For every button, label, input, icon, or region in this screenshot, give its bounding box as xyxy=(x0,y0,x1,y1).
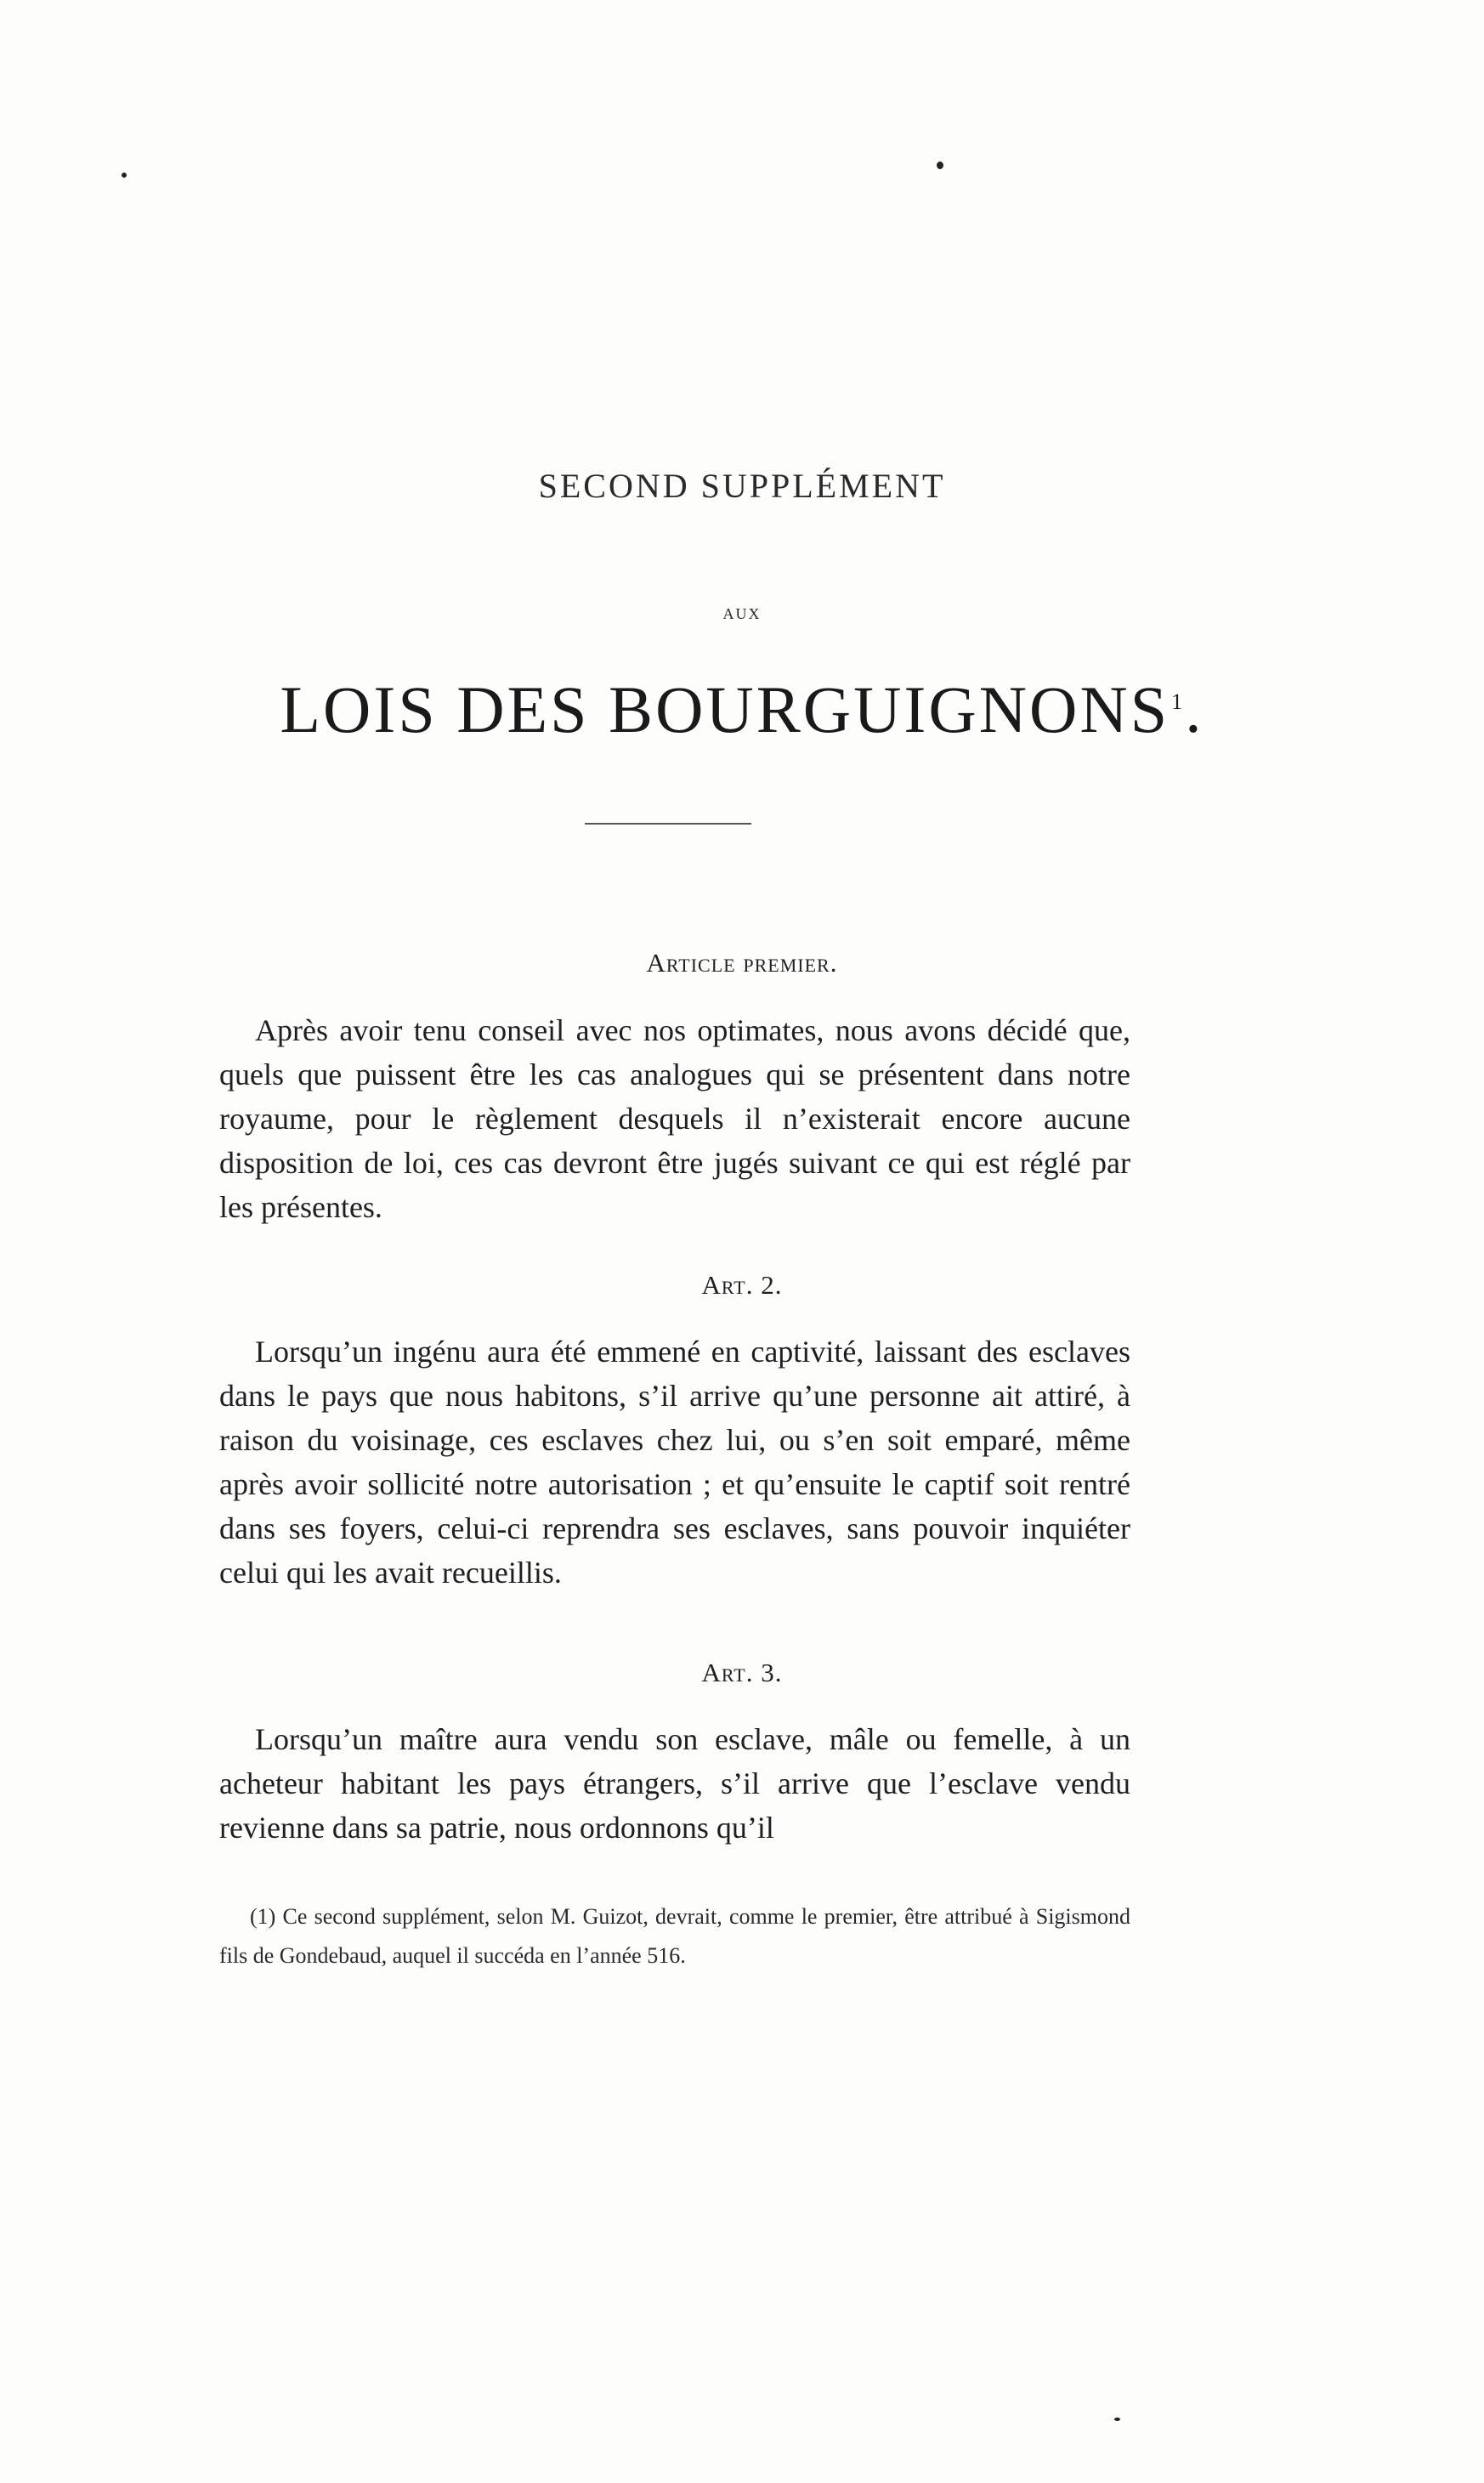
main-title-period: . xyxy=(1185,672,1204,746)
title-connector: AUX xyxy=(722,605,762,622)
footnote xyxy=(219,1897,1130,1976)
scan-speck xyxy=(1114,2418,1120,2421)
article-paragraph: Lorsqu’un maître aura vendu son esclave, mâle ou femelle, à un acheteur habitant les pays étrangers, s’il arrive que l’esclave vendu revienne dans sa patrie, nous ordonnons qu’il xyxy=(219,1722,1130,1845)
article-heading: Art. 3. xyxy=(701,1658,783,1687)
main-title xyxy=(0,672,1484,748)
article-text xyxy=(219,1008,1130,1229)
article-text xyxy=(219,1329,1130,1595)
scan-speck xyxy=(937,162,943,169)
article-paragraph: Lorsqu’un ingénu aura été emmené en captivité, laissant des esclaves dans le pays que nous habitons, s’il arrive qu’une personne ait attiré, à raison du voisinage, ces esclaves chez lui, ou s’en soit emparé, même après avoir sollicité notre autorisation ; et qu’ensuite le captif soit rentré dans ses foyers, celui-ci reprendra ses esclaves, sans pouvoir inquiéter celui qui les avait recueillis. xyxy=(219,1335,1130,1590)
article-heading: Art. 2. xyxy=(701,1270,783,1300)
footnote-marker: 1 xyxy=(1171,689,1186,714)
article-text xyxy=(219,1717,1130,1850)
title-divider xyxy=(585,823,751,825)
footnote-text: (1) Ce second supplément, selon M. Guizot, devrait, comme le premier, être attribué à Sigismond fils de Gondebaud, auquel il succéda en l’année 516. xyxy=(219,1904,1130,1968)
article-paragraph: Après avoir tenu conseil avec nos optimates, nous avons décidé que, quels que puissent être les cas analogues qui se présentent dans notre royaume, pour le règlement desquels il n’existerait encore aucune disposition de loi, ces cas devront être jugés suivant ce qui est réglé par les présentes. xyxy=(219,1013,1130,1224)
supertitle: SECOND SUPPLÉMENT xyxy=(538,467,946,505)
article-heading: Article premier. xyxy=(646,948,838,978)
scan-speck xyxy=(122,173,127,178)
main-title-text: LOIS DES BOURGUIGNONS xyxy=(280,672,1170,746)
